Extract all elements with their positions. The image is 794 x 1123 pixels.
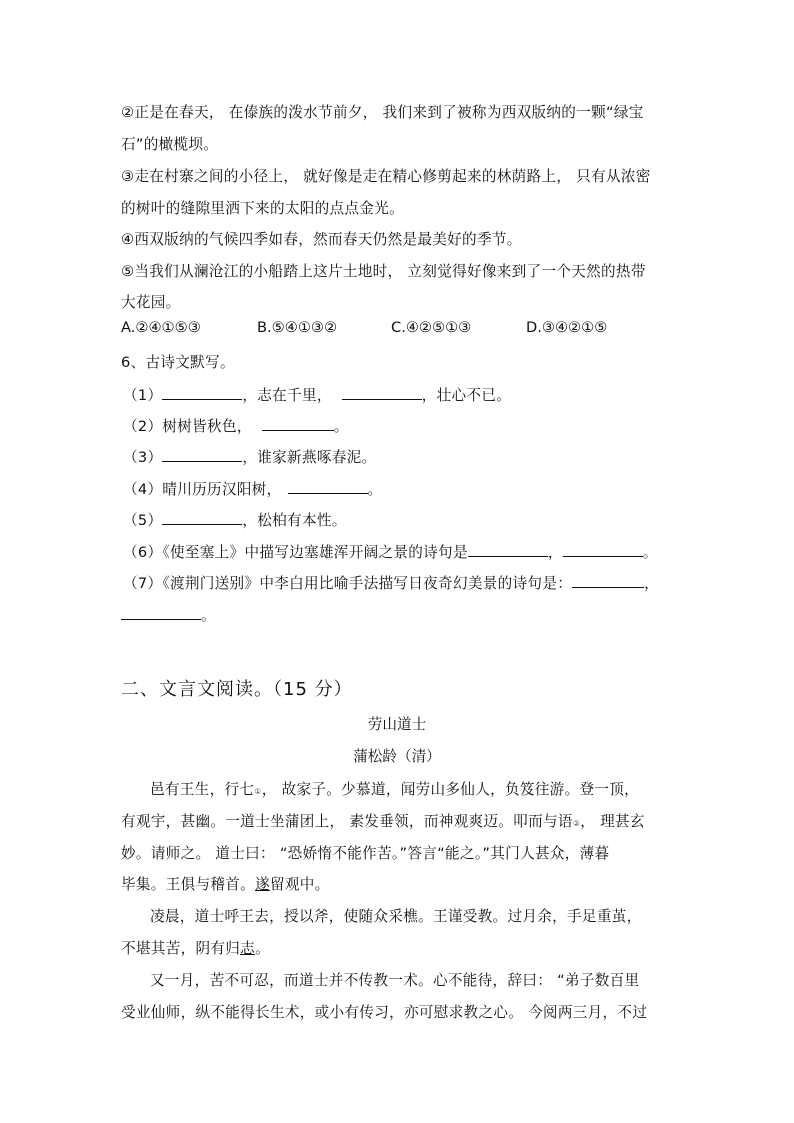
- q5-option-b: B.⑤④①③②: [257, 319, 338, 336]
- q6-item-5-number: （5）: [123, 512, 163, 529]
- q6-item-7-text: 《渡荆门送别》中李白用比喻手法描写日夜奇幻美景的诗句是：: [162, 575, 573, 592]
- q6-item-7-end: 。: [201, 607, 216, 624]
- q5-sentence-2-line-1: ②正是在春天， 在傣族的泼水节前夕， 我们来到了被称为西双版纳的一颗“绿宝: [121, 104, 644, 121]
- text-run: 毕集。王俱与稽首。: [121, 876, 256, 893]
- q6-item-3: [123, 446, 376, 467]
- passage-p1-line-3: 妙。请师之。 道士曰： “恐娇惰不能作苦。”答言“能之。”其门人甚众，薄暮: [121, 845, 610, 862]
- q6-item-1-number: （1）: [123, 387, 163, 404]
- q6-item-1-end: ，壮心不已。: [421, 387, 512, 404]
- q6-title: 6、古诗文默写。: [121, 354, 235, 371]
- q6-item-1: [123, 384, 511, 405]
- q6-item-4-number: （4）: [123, 481, 163, 498]
- q5-sentence-5-line-1: ⑤当我们从澜沧江的小船踏上这片土地时， 立刻觉得好像来到了一个天然的热带: [121, 263, 646, 280]
- passage-p3-line-1: 又一月，苦不可忍，而道士并不传教一术。心不能待，辞曰： “弟子数百里: [150, 972, 640, 989]
- passage-author: 蒲松龄（清）: [353, 748, 441, 765]
- q5-option-c: C.④②⑤①③: [391, 319, 472, 336]
- text-run: 邑有王生，行七: [150, 781, 255, 798]
- passage-p2-line-1: 凌晨，道士呼王去，授以斧，使随众采樵。王谨受教。过月余，手足重茧，: [150, 908, 642, 925]
- q6-item-6: [123, 541, 658, 562]
- q6-item-2-end: 。: [333, 418, 349, 435]
- underlined-word: 遂: [255, 876, 270, 893]
- underlined-word: 志: [240, 940, 256, 957]
- footnote-marker: ②: [572, 819, 581, 828]
- footnote-marker: ①: [254, 787, 262, 796]
- q6-item-4-end: 。: [367, 481, 383, 498]
- q6-item-6-text: 《使至塞上》中描写边塞雄浑开阔之景的诗句是: [162, 544, 468, 561]
- answer-blank: [342, 387, 422, 400]
- passage-p3-line-2: 受业仙师，纵不能得长生术，或小有传习，亦可慰求教之心。 今阅两三月，不过: [121, 1004, 648, 1021]
- section-heading: 二、文言文阅读。（15 分）: [121, 679, 353, 700]
- text-run: 不堪其苦，阴有归: [121, 940, 241, 957]
- q6-item-2: [123, 415, 349, 436]
- q5-sentence-4: ④西双版纳的气候四季如春，然而春天仍然是最美好的季节。: [121, 231, 522, 248]
- q6-item-2-text: 树树皆秋色，: [162, 418, 252, 435]
- q6-item-3-end: ，谁家新燕啄春泥。: [242, 449, 377, 466]
- q6-item-6-end: 。: [642, 544, 658, 561]
- q6-item-1-middle: ，志在千里，: [242, 387, 332, 404]
- q6-item-4-text: 晴川历历汉阳树，: [162, 481, 282, 498]
- q6-item-3-number: （3）: [123, 449, 163, 466]
- passage-p1-line-2: [121, 810, 645, 831]
- text-run: 。: [255, 940, 270, 957]
- q6-item-5-end: ，松柏有本性。: [242, 512, 347, 529]
- q6-item-7-middle: ，: [644, 575, 660, 592]
- q6-item-7-continued: [121, 604, 216, 625]
- q6-item-4: [123, 478, 382, 499]
- q6-item-6-number: （6）: [123, 544, 163, 561]
- q5-sentence-3-line-1: ③走在村寨之间的小径上， 就好像是走在精心修剪起来的林荫路上， 只有从浓密: [121, 168, 651, 185]
- answer-blank: [162, 512, 242, 525]
- q6-item-6-middle: ，: [547, 544, 563, 561]
- answer-blank: [563, 544, 643, 557]
- q6-item-2-number: （2）: [123, 418, 163, 435]
- q6-item-5: [123, 509, 347, 530]
- answer-blank: [262, 418, 334, 431]
- answer-blank: [288, 481, 368, 494]
- answer-blank: [121, 607, 201, 620]
- passage-title: 劳山道士: [367, 716, 427, 733]
- text-run: 留观中。: [269, 876, 330, 893]
- answer-blank: [162, 449, 242, 462]
- text-run: 有观宇，甚幽。一道士坐蒲团上， 素发垂领，而神观爽迈。叩而与语: [121, 813, 573, 830]
- q5-sentence-3-line-2: 的树叶的缝隙里洒下来的太阳的点点金光。: [121, 200, 404, 217]
- passage-p1-line-1: [150, 778, 639, 799]
- passage-p1-line-4: [121, 873, 330, 894]
- answer-blank: [572, 575, 644, 588]
- answer-blank: [468, 544, 548, 557]
- q5-sentence-5-line-2: 大花园。: [121, 294, 181, 311]
- q5-sentence-2-line-2: 石”的橄榄坝。: [121, 136, 219, 153]
- answer-blank: [162, 387, 242, 400]
- q6-item-7-number: （7）: [123, 575, 163, 592]
- text-run: ， 理甚玄: [580, 813, 645, 830]
- q6-item-7: [123, 572, 659, 593]
- passage-p2-line-2: [121, 937, 270, 958]
- q5-option-d: D.③④②①⑤: [526, 319, 608, 336]
- q5-option-a: A.②④①⑤③: [121, 319, 201, 336]
- text-run: ， 故家子。少慕道，闻劳山多仙人，负笈往游。登一顶，: [261, 781, 640, 798]
